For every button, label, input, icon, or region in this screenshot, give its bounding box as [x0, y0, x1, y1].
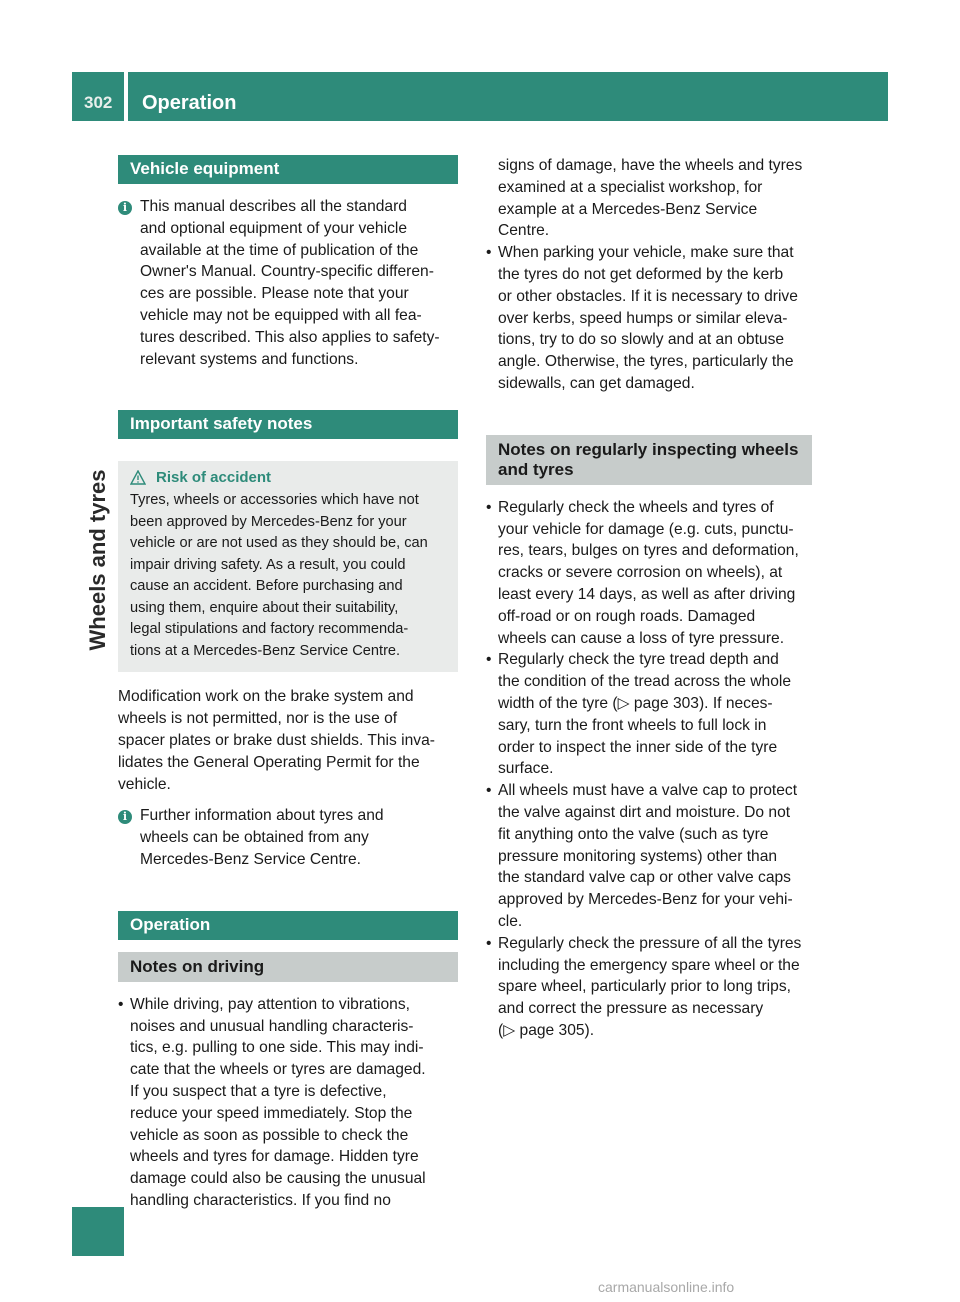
text-line: and optional equipment of your vehicle [140, 219, 408, 237]
text-line: angle. Otherwise, the tyres, particularly the [498, 353, 794, 371]
text-line: vehicle may not be equipped with all fea- [140, 306, 422, 324]
text-line: over kerbs, speed humps or similar eleva- [498, 309, 788, 327]
text-line: approved by Mercedes-Benz for your vehi- [498, 891, 793, 909]
text-line: fit anything onto the valve (such as tyre [498, 825, 769, 843]
chapter-side-tab: Wheels and tyres [85, 469, 110, 651]
info-note-further [118, 805, 458, 870]
list-item: • All wheels must have a valve cap to protect the valve against dirt and moisture. Do not fit anything onto the valve (such as tyre pressure monitoring systems) other than the standard valve cap or other valve caps approved by Mercedes-Benz for your vehi- cle. [486, 780, 812, 933]
text-line: Further information about tyres and [140, 807, 384, 825]
text-line: damage could also be causing the unusual [130, 1170, 426, 1188]
right-column [486, 155, 812, 1042]
text-line: Modification work on the brake system and [118, 688, 414, 706]
text-line: res, tears, bulges on tyres and deformation, [498, 542, 799, 560]
heading-vehicle-equipment: Vehicle equipment [118, 155, 458, 184]
list-item: • Regularly check the pressure of all the tyres including the emergency spare wheel or the spare wheel, particularly prior to long trips, and correct the pressure as necessary (▷ page 305). [486, 933, 812, 1042]
text-line: While driving, pay attention to vibrations, [130, 995, 410, 1013]
text-line: If you suspect that a tyre is defective, [130, 1082, 387, 1100]
info-note-equipment [118, 196, 458, 370]
text-line: legal stipulations and factory recommenda- [130, 621, 409, 638]
text-line: the standard valve cap or other valve caps [498, 869, 791, 887]
text-line: cate that the wheels or tyres are damaged. [130, 1061, 426, 1079]
text-line: relevant systems and functions. [140, 350, 359, 368]
page-number: 302 [72, 72, 124, 121]
text-line: Regularly check the wheels and tyres of [498, 498, 774, 516]
text-line: wheels is not permitted, nor is the use of [118, 710, 398, 728]
text-line: the valve against dirt and moisture. Do not [498, 803, 791, 821]
heading-operation: Operation [118, 911, 458, 940]
continued-text [486, 155, 812, 242]
text-line: Tyres, wheels or accessories which have not [130, 492, 419, 509]
info-text [140, 805, 384, 870]
text-line: been approved by Mercedes-Benz for your [130, 513, 407, 530]
text-line: vehicle as soon as possible to check the [130, 1126, 409, 1144]
list-item: • Regularly check the wheels and tyres of your vehicle for damage (e.g. cuts, punctu- res, tears, bulges on tyres and deformation, cracks or severe corrosion on wheels), at least every 14 days, as well as after driving off-road or on rough roads. Damaged wheels can cause a loss of tyre pressure. [486, 497, 812, 650]
text-line: handling characteristics. If you find no [130, 1191, 391, 1209]
text-line: spare wheel, particularly prior to long trips, [498, 978, 791, 996]
text-line: ces are possible. Please note that your [140, 285, 409, 303]
text-line: cause an accident. Before purchasing and [130, 578, 403, 595]
text-line: cracks or severe corrosion on wheels), at [498, 564, 783, 582]
warning-triangle-icon [130, 470, 146, 485]
info-icon: i [118, 198, 140, 215]
text-line: reduce your speed immediately. Stop the [130, 1104, 413, 1122]
text-line: example at a Mercedes-Benz Service [498, 200, 758, 218]
text-line: tures described. This also applies to safety- [140, 328, 440, 346]
text-line: Centre. [498, 222, 550, 240]
text-line: order to inspect the inner side of the tyre [498, 738, 778, 756]
warning-box [118, 461, 458, 672]
text-line: sidewalls, can get damaged. [498, 374, 695, 392]
text-line: or other obstacles. If it is necessary to drive [498, 287, 798, 305]
heading-notes-on-driving: Notes on driving [118, 952, 458, 982]
list-item: • Regularly check the tyre tread depth and the condition of the tread across the whole width of the tyre (▷ page 303). If neces- sary, turn the front wheels to full lock in order to inspect the inner side of the tyre surface. [486, 649, 812, 780]
text-line: your vehicle for damage (e.g. cuts, punctu- [498, 520, 794, 538]
text-line: signs of damage, have the wheels and tyres [498, 157, 803, 174]
text-line: lidates the General Operating Permit for the [118, 753, 420, 771]
text-line: (▷ page 305). [498, 1021, 595, 1039]
text-line: vehicle or are not used as they should be, can [130, 535, 428, 552]
brake-paragraph [118, 686, 458, 795]
text-line: pressure monitoring systems) other than [498, 847, 778, 865]
info-text [140, 196, 440, 370]
text-line: width of the tyre (▷ page 303). If neces- [498, 694, 773, 712]
text-line: the condition of the tread across the whole [498, 673, 791, 691]
text-line: tions, try to do so slowly and at an obtuse [498, 331, 785, 349]
text-line: Regularly check the tyre tread depth and [498, 651, 779, 669]
text-line: impair driving safety. As a result, you could [130, 556, 406, 573]
info-icon: i [118, 807, 140, 824]
warning-title: Risk of accident [156, 469, 272, 487]
list-item: • While driving, pay attention to vibrations, noises and unusual handling characteris- tics, e.g. pulling to one side. This may indi- cate that the wheels or tyres are damaged. If you suspect that a tyre is defective, reduce your speed immediately. Stop the vehicle as soon as possible to check the wheels and tyres for damage. Hidden tyre damage could also be causing the unusual handling characteristics. If you find no [118, 994, 458, 1212]
text-line: When parking your vehicle, make sure that [498, 244, 794, 262]
text-line: wheels can be obtained from any [140, 829, 369, 847]
text-line: and correct the pressure as necessary [498, 1000, 764, 1018]
text-line: All wheels must have a valve cap to protect [498, 782, 798, 800]
text-line: sary, turn the front wheels to full lock in [498, 716, 767, 734]
text-line: Owner's Manual. Country-specific differen- [140, 263, 434, 281]
text-line: available at the time of publication of the [140, 241, 419, 259]
text-line: Regularly check the pressure of all the tyres [498, 934, 802, 952]
text-line: tics, e.g. pulling to one side. This may indi- [130, 1039, 424, 1057]
text-line: cle. [498, 912, 523, 930]
text-line: using them, enquire about their suitability, [130, 599, 399, 616]
text-line: the tyres do not get deformed by the kerb [498, 265, 784, 283]
list-item: • When parking your vehicle, make sure that the tyres do not get deformed by the kerb or other obstacles. If it is necessary to drive over kerbs, speed humps or similar eleva- tions, try to do so slowly and at an obtuse angle. Otherwise, the tyres, particularly the sidewalls, can get damaged. [486, 242, 812, 395]
footer-watermark: carmanualsonline.info [598, 1279, 735, 1295]
text-line: examined at a specialist workshop, for [498, 178, 763, 196]
text-line: noises and unusual handling characteris- [130, 1017, 414, 1035]
heading-inspecting: Notes on regularly inspecting wheels and tyres [486, 435, 812, 485]
text-line: This manual describes all the standard [140, 198, 407, 215]
text-line: Mercedes-Benz Service Centre. [140, 850, 362, 868]
chapter-marker [72, 1207, 124, 1256]
text-line: tions at a Mercedes-Benz Service Centre. [130, 642, 401, 659]
section-header: Operation [128, 72, 888, 121]
text-line: vehicle. [118, 775, 171, 793]
text-line: least every 14 days, as well as after driving [498, 585, 796, 603]
left-column [118, 155, 458, 1212]
text-line: surface. [498, 760, 554, 778]
text-line: wheels and tyres for damage. Hidden tyre [130, 1148, 419, 1166]
text-line: wheels can cause a loss of tyre pressure. [498, 629, 785, 647]
text-line: including the emergency spare wheel or the [498, 956, 800, 974]
heading-safety-notes: Important safety notes [118, 410, 458, 439]
text-line: off-road or on rough roads. Damaged [498, 607, 756, 625]
warning-text [130, 490, 452, 662]
text-line: spacer plates or brake dust shields. This inva- [118, 731, 435, 749]
